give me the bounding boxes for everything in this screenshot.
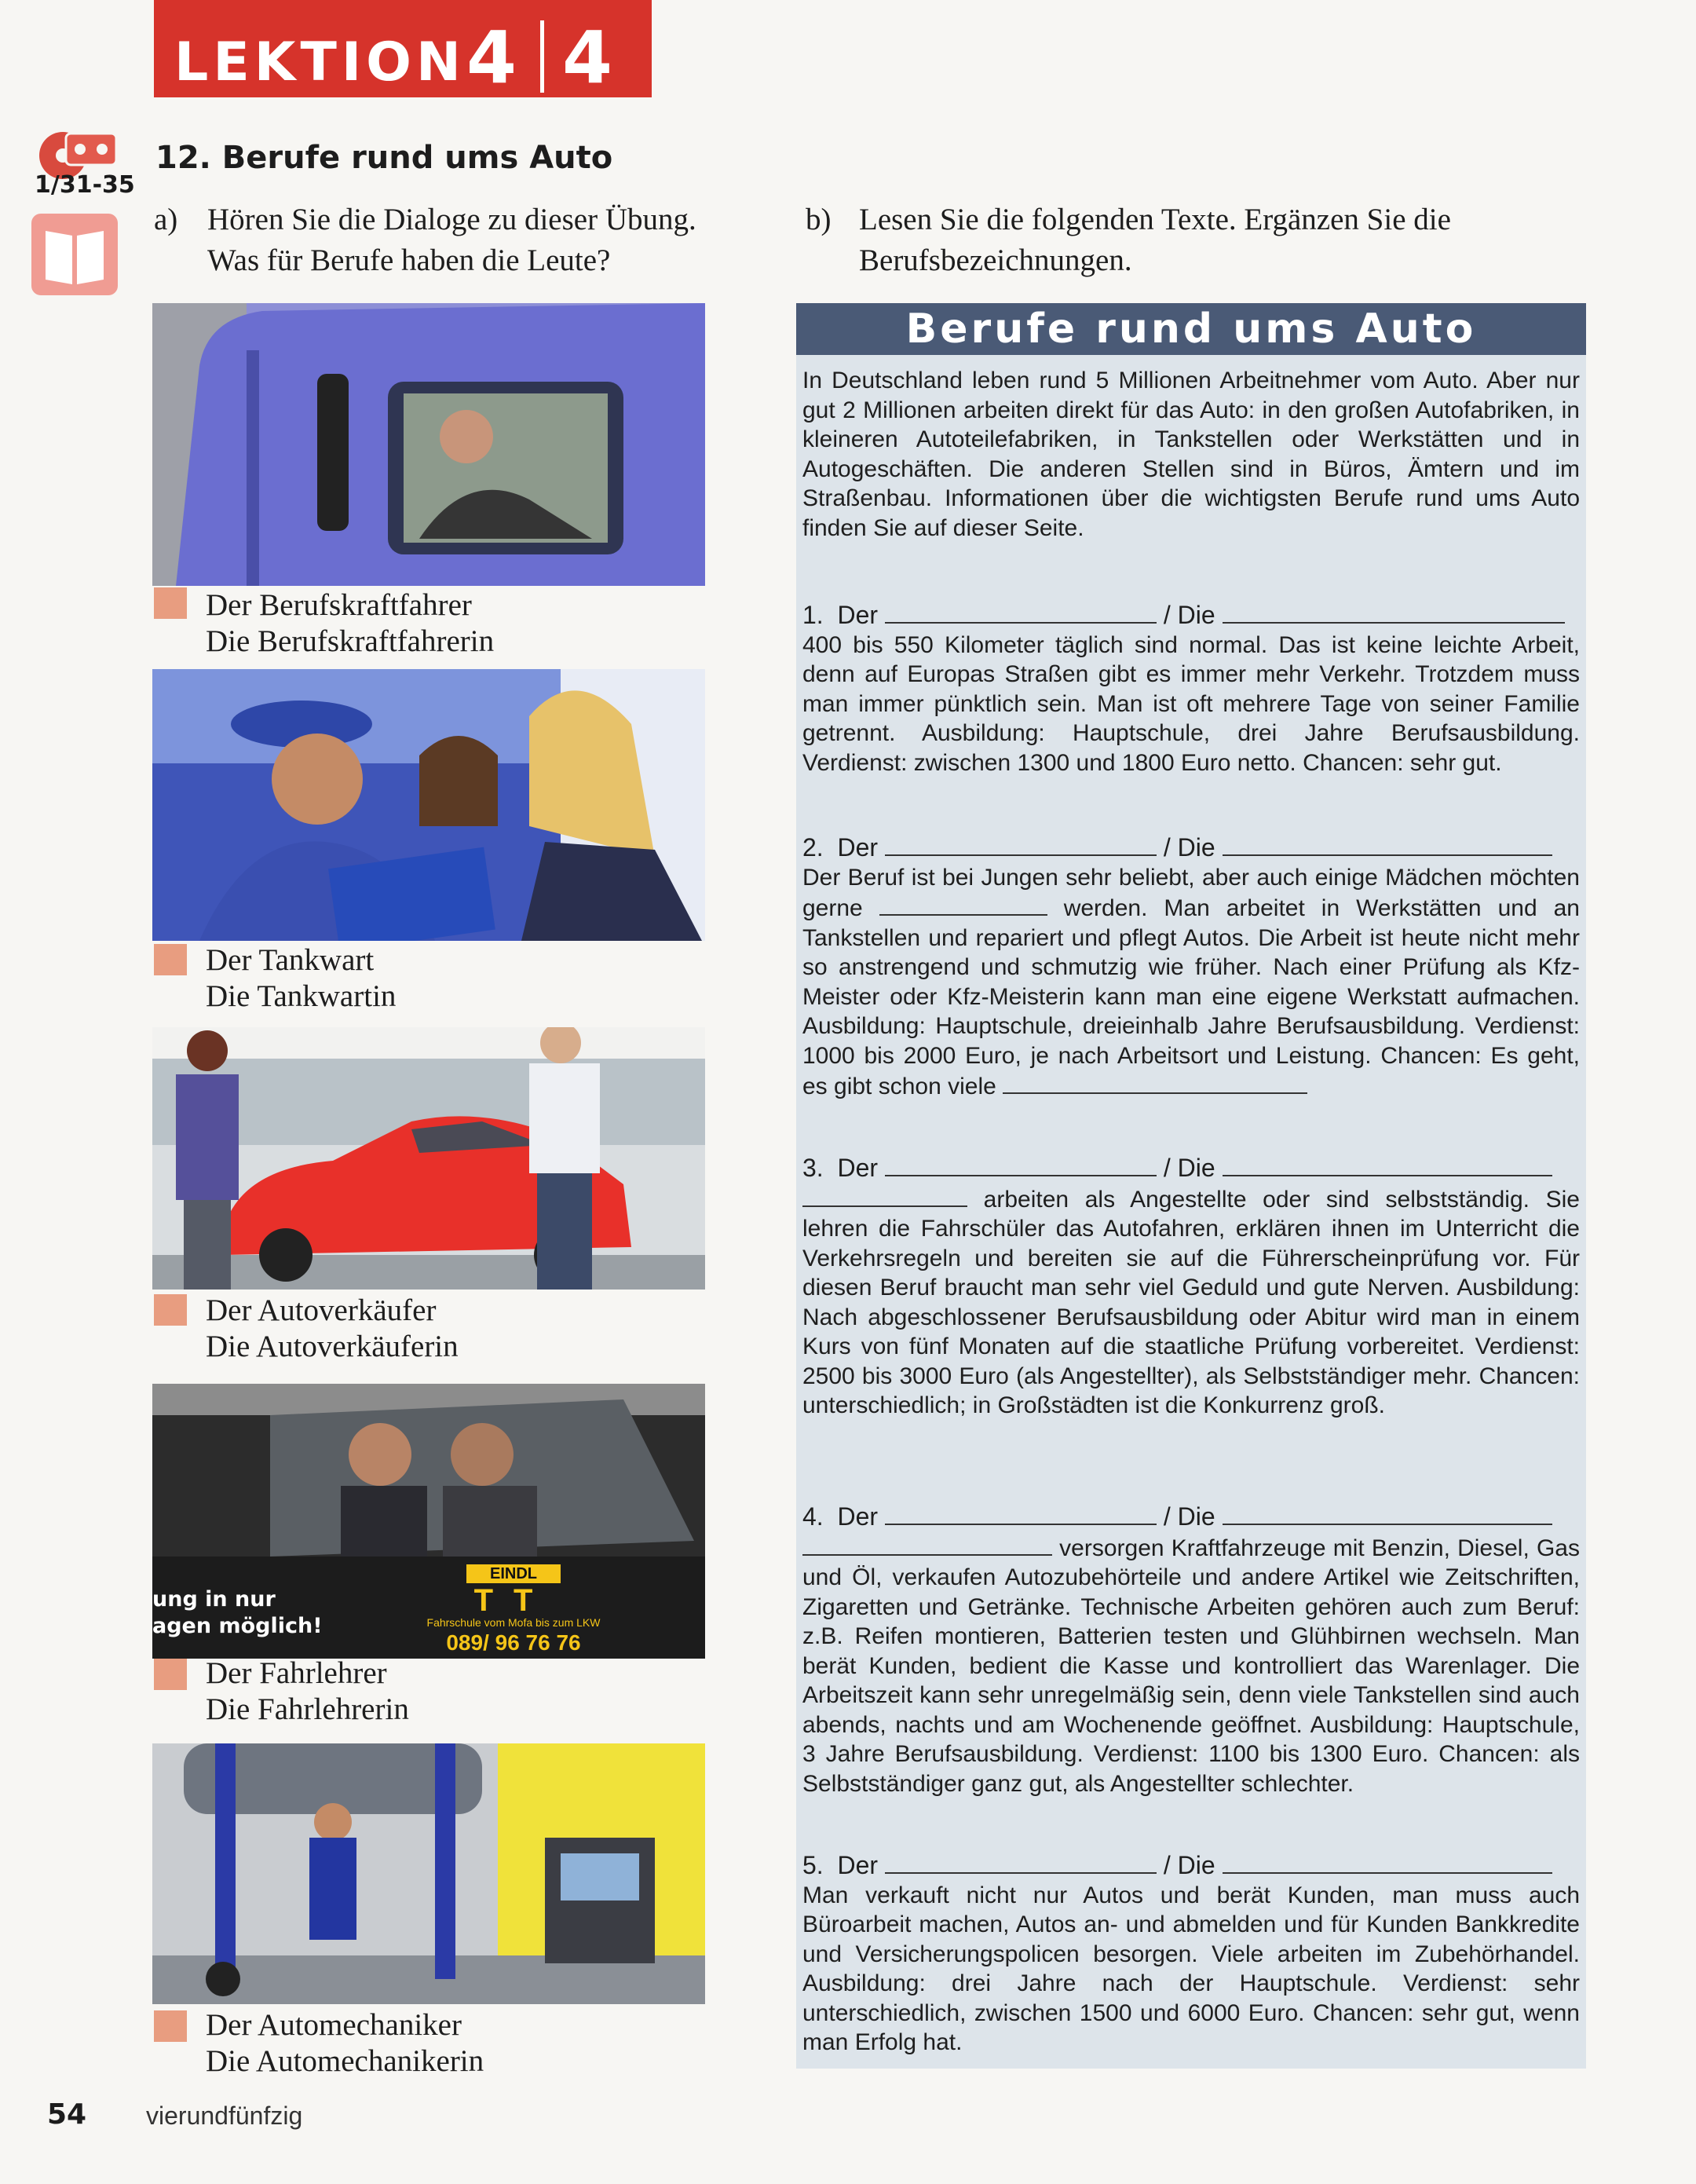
logo-subtitle: Fahrschule vom Mofa bis zum LKW bbox=[426, 1616, 601, 1629]
blank-1-female[interactable] bbox=[1223, 600, 1565, 624]
job-entry-2 bbox=[802, 832, 1580, 1102]
caption-marker-3 bbox=[154, 1294, 187, 1326]
entry-5-der: Der bbox=[837, 1851, 879, 1879]
blank-4-female[interactable] bbox=[1223, 1502, 1552, 1525]
caption-5-female: Die Automechanikerin bbox=[206, 2044, 484, 2078]
caption-marker-4 bbox=[154, 1659, 187, 1690]
blank-2-female[interactable] bbox=[1223, 832, 1552, 856]
instruction-b bbox=[806, 199, 1591, 281]
caption-5-male: Der Automechaniker bbox=[206, 2008, 462, 2042]
photo-car-salesman bbox=[152, 1027, 705, 1290]
entry-1-text: 400 bis 550 Kilometer täglich sind normal. Das ist keine leichte Arbeit, denn auf Europas Straßen gibt es immer mehr Verkehr. Trotzdem muss man immer pünktlich sein. Man ist oft mehrere Tage von seiner Familie getrennt. Ausbildung: Hauptschule, drei Jahre Berufsausbildung. Verdienst: zwischen 1300 und 1800 Euro netto. Chancen: sehr gut. bbox=[802, 631, 1580, 776]
blank-2-end[interactable] bbox=[1003, 1070, 1307, 1094]
caption-gas-station-attendant bbox=[206, 942, 396, 1015]
blank-3-female[interactable] bbox=[1223, 1153, 1552, 1176]
entry-5-die: / Die bbox=[1163, 1851, 1215, 1879]
caption-1-female: Die Berufskraftfahrerin bbox=[206, 624, 495, 658]
driving-school-logo bbox=[419, 1564, 608, 1657]
entry-2-text-a: Der Beruf ist bei Jungen sehr beliebt, aber auch einige Mädchen möchten gerne bbox=[802, 864, 1580, 921]
caption-marker-2 bbox=[154, 944, 187, 975]
entry-4-number: 4. bbox=[802, 1502, 824, 1531]
entry-2-die: / Die bbox=[1163, 833, 1215, 862]
intro-paragraph: In Deutschland leben rund 5 Millionen Arbeitnehmer vom Auto. Aber nur gut 2 Millionen arbeiten direkt für das Auto: in den großen Autofabriken, in kleineren Autoteilefabriken, in Tankstellen oder Werkstätten und in Autogeschäften. Die anderen Stellen sind in Büros, Ämtern und im Straßenbau. Informationen über die wichtigsten Berufe rund ums Auto finden Sie auf dieser Seite. bbox=[802, 368, 1580, 541]
entry-1-der: Der bbox=[837, 601, 879, 629]
text-box-title: Berufe rund ums Auto bbox=[905, 305, 1477, 353]
book-icon bbox=[31, 214, 118, 295]
entry-3-der: Der bbox=[837, 1154, 879, 1182]
photo-gas-station-attendant bbox=[152, 669, 705, 941]
blank-4-male[interactable] bbox=[885, 1502, 1157, 1525]
caption-car-mechanic bbox=[206, 2007, 484, 2080]
blank-2-male[interactable] bbox=[885, 832, 1157, 856]
caption-4-female: Die Fahrlehrerin bbox=[206, 1692, 409, 1726]
job-entry-5 bbox=[802, 1850, 1580, 2058]
logo-name: EINDL bbox=[466, 1564, 561, 1583]
blank-5-male[interactable] bbox=[885, 1850, 1157, 1874]
blank-1-male[interactable] bbox=[885, 600, 1157, 624]
job-entry-3 bbox=[802, 1153, 1580, 1421]
instruction-a-line-1: Hören Sie die Dialoge zu dieser Übung. bbox=[207, 203, 696, 236]
lesson-divider bbox=[540, 20, 544, 93]
caption-driving-instructor bbox=[206, 1655, 409, 1728]
entry-3-text: arbeiten als Angestellte oder sind selbstständig. Sie lehren die Fahrschüler das Autofahren, erklären ihnen im Unterricht die Verkehrsregeln und bereiten sie auf die Führerscheinprüfung vor. Für diesen Beruf braucht man sehr viel Geduld und gute Nerven. Ausbildung: Nach abgeschlossener Berufsausbildung oder Abitur wird man in einem Kurs von fünf Monaten auf die staatliche Prüfung vorbereitet. Verdienst: 2500 bis 3000 Euro (als Angestellter), als Selbstständiger mehr. Chancen: unterschiedlich; in Großstädten ist die Konkurrenz groß. bbox=[802, 1186, 1580, 1418]
logo-phone: 089/ 96 76 76 bbox=[446, 1630, 581, 1655]
caption-3-female: Die Autoverkäuferin bbox=[206, 1330, 459, 1363]
entry-2-der: Der bbox=[837, 833, 879, 862]
job-entry-4 bbox=[802, 1502, 1580, 1798]
photo-truck-driver bbox=[152, 303, 705, 586]
entry-2-number: 2. bbox=[802, 833, 824, 862]
instruction-b-label: b) bbox=[806, 203, 832, 236]
entry-4-die: / Die bbox=[1163, 1502, 1215, 1531]
lesson-number: 4 bbox=[466, 16, 517, 100]
entry-4-text: versorgen Kraftfahrzeuge mit Benzin, Diesel, Gas und Öl, verkaufen Autozubehörteile und andere Artikel wie Zeitschriften, Zigaretten und Getränke. Technische Arbeiten gehören auch zum Beruf: z.B. Reifen montieren, Batterien testen und Glühbirnen wechseln. Man berät Kunden, bedient die Kasse und kontrolliert das Warenlager. Die Arbeitszeit kann sehr unregelmäßig sein, denn viele Tankstellen sind auch abends, nachts und am Wochenende geöffnet. Ausbildung: Hauptschule, 3 Jahre Berufsausbildung. Verdienst: 1100 bis 1300 Euro. Chancen: als Selbstständiger ganz gut, als Angestellter schlechter. bbox=[802, 1535, 1580, 1797]
sign-text-1: ung in nur bbox=[152, 1587, 276, 1611]
caption-3-male: Der Autoverkäufer bbox=[206, 1293, 437, 1327]
caption-marker-1 bbox=[154, 587, 187, 619]
instruction-a-line-2: Was für Berufe haben die Leute? bbox=[207, 243, 611, 277]
blank-3-male[interactable] bbox=[885, 1153, 1157, 1176]
instruction-a-label: a) bbox=[154, 203, 178, 236]
instruction-a bbox=[154, 199, 798, 281]
entry-1-die: / Die bbox=[1163, 601, 1215, 629]
caption-marker-5 bbox=[154, 2010, 187, 2042]
entry-1-number: 1. bbox=[802, 601, 824, 629]
caption-1-male: Der Berufskraftfahrer bbox=[206, 588, 472, 622]
logo-letters: TT bbox=[473, 1583, 554, 1618]
instruction-b-line-2: Berufsbezeichnungen. bbox=[859, 243, 1132, 277]
lesson-section-number: 4 bbox=[562, 16, 613, 100]
blank-3-inline[interactable] bbox=[802, 1183, 967, 1207]
caption-truck-driver bbox=[206, 587, 494, 660]
caption-2-female: Die Tankwartin bbox=[206, 979, 397, 1013]
exercise-title: 12. Berufe rund ums Auto bbox=[155, 140, 613, 176]
lesson-label: LEKTION bbox=[174, 31, 466, 93]
entry-4-der: Der bbox=[837, 1502, 879, 1531]
sign-text-2: agen möglich! bbox=[152, 1614, 323, 1638]
audio-track-reference: 1/31-35 bbox=[35, 171, 135, 199]
entry-2-text-b: werden. Man arbeitet in Werkstätten und an Tankstellen und repariert und pflegt Autos. Die Arbeit ist heute nicht mehr so anstrengend und schmutzig wie früher. Nach einer Prüfung als Kfz-Meister oder Kfz-Meisterin kann man eine eigene Werkstatt aufmachen. Ausbildung: Hauptschule, dreieinhalb Jahre Berufsausbildung. Verdienst: 1000 bis 2000 Euro, je nach Arbeitsort und Leistung. Chancen: Es geht, es gibt schon viele bbox=[802, 895, 1580, 1099]
blank-5-female[interactable] bbox=[1223, 1850, 1552, 1874]
driving-school-sign bbox=[152, 1586, 323, 1640]
page-number-word: vierundfünfzig bbox=[146, 2102, 303, 2130]
job-entry-1 bbox=[802, 600, 1580, 777]
entry-3-die: / Die bbox=[1163, 1154, 1215, 1182]
caption-4-male: Der Fahrlehrer bbox=[206, 1656, 387, 1690]
photo-driving-instructor bbox=[152, 1384, 705, 1659]
caption-car-salesman bbox=[206, 1293, 459, 1365]
blank-4-inline[interactable] bbox=[802, 1532, 1052, 1556]
instruction-b-line-1: Lesen Sie die folgenden Texte. Ergänzen Sie die bbox=[859, 203, 1451, 236]
entry-5-text: Man verkauft nicht nur Autos und berät Kunden, man muss auch Büroarbeit machen, Autos an- und abmelden und für Kunden Bankkredite und Versicherungspolicen besorgen. Viele arbeiten im Zubehörhandel. Ausbildung: drei Jahre nach der Hauptschule. Verdienst: sehr unterschiedlich, zwischen 1500 und 6000 Euro. Chancen: sehr gut, wenn man Erfolg hat. bbox=[802, 1882, 1580, 2055]
blank-2-inline[interactable] bbox=[879, 892, 1047, 916]
caption-2-male: Der Tankwart bbox=[206, 943, 375, 977]
page-number: 54 bbox=[47, 2098, 87, 2131]
entry-3-number: 3. bbox=[802, 1154, 824, 1182]
entry-5-number: 5. bbox=[802, 1851, 824, 1879]
photo-car-mechanic bbox=[152, 1743, 705, 2004]
